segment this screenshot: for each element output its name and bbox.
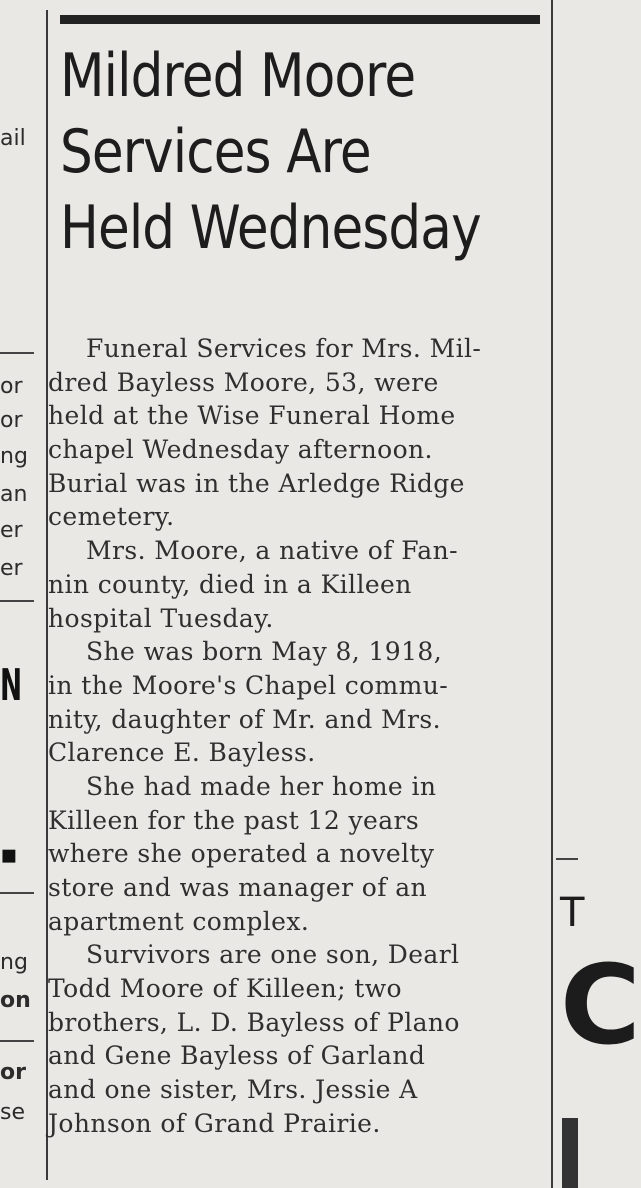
headline-line: Held Wednesday [60,193,481,263]
body-line: She was born May 8, 1918, [86,637,443,667]
body-line: Todd Moore of Killeen; two [48,974,403,1004]
left-column-fragment: or [0,374,23,399]
body-line: and Gene Bayless of Garland [48,1041,426,1071]
headline-line: Mildred Moore [60,41,416,111]
left-column-fragment: on [0,988,31,1013]
left-column-fragment: or [0,1060,26,1085]
body-line: nity, daughter of Mr. and Mrs. [48,704,441,734]
body-line: cemetery. [48,502,175,532]
body-line: apartment complex. [48,906,310,936]
body-line: and one sister, Mrs. Jessie A [48,1075,418,1105]
body-line: store and was manager of an [48,873,428,902]
left-column-divider [0,892,34,894]
left-column-fragment: an [0,482,28,507]
headline-line: Services Are [60,117,371,187]
body-line: Johnson of Grand Prairie. [48,1108,381,1138]
body-line: in the Moore's Chapel commu- [48,670,449,700]
body-line: nin county, died in a Killeen [48,569,412,599]
right-column-fragment: C [560,941,641,1069]
body-line: Burial was in the Arledge Ridge [48,468,465,498]
left-column-fragment: er [0,556,23,581]
right-column-fragment: T [560,890,585,936]
article-body [48,332,530,1141]
left-column-divider [0,1040,34,1042]
right-column-image-fragment [562,1118,578,1188]
body-line: Mrs. Moore, a native of Fan- [86,536,458,566]
left-column-fragment: er [0,518,23,543]
body-line: Funeral Services for Mrs. Mil- [86,334,482,363]
body-line: held at the Wise Funeral Home [48,401,456,431]
body-line: Survivors are one son, Dearl [86,940,460,970]
body-line: Killeen for the past 12 years [48,805,420,835]
left-column-divider [0,352,34,354]
body-line: She had made her home in [86,771,437,801]
left-column-fragment: se [0,1100,25,1125]
body-line: chapel Wednesday afternoon. [48,435,433,465]
column-rule [551,0,553,1188]
left-column-glyph: ▪ [0,840,18,870]
left-column-fragment: or [0,408,23,433]
headline-top-rule [60,15,540,24]
body-line: where she operated a novelty [48,839,435,869]
left-column-fragment: ail [0,126,26,151]
body-line: hospital Tuesday. [48,603,274,633]
left-column-divider [0,600,34,602]
left-column-glyph: N [0,660,23,711]
body-line: dred Bayless Moore, 53, were [48,367,439,397]
body-line: Clarence E. Bayless. [48,738,316,768]
right-column-divider [556,858,578,860]
headline [60,38,481,266]
left-column-fragment: ng [0,950,28,975]
body-line: brothers, L. D. Bayless of Plano [48,1007,460,1037]
left-column-fragment: ng [0,444,28,469]
